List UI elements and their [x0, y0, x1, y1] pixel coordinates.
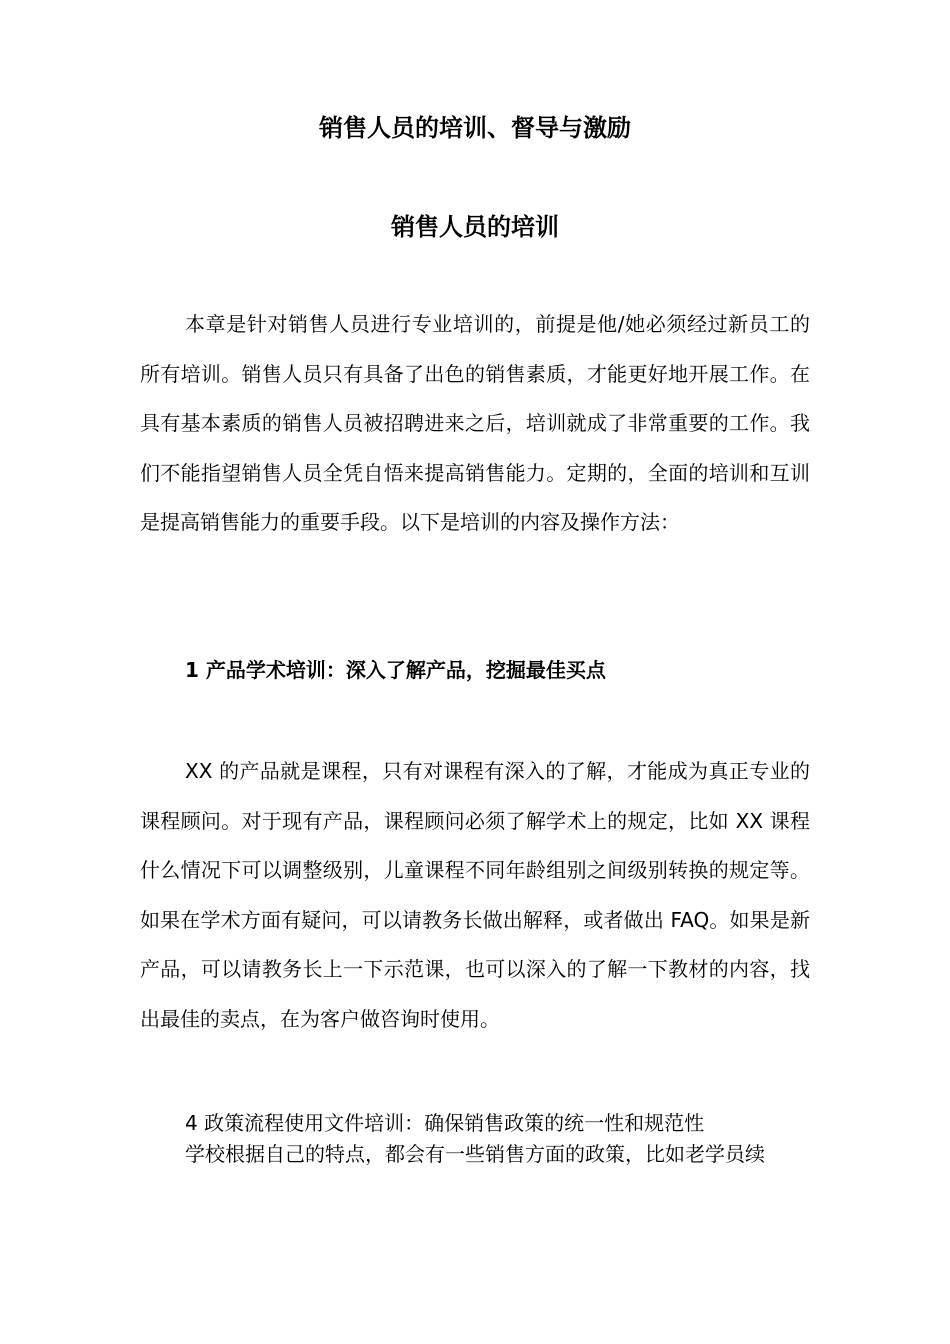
section1-heading: 1 产品学术培训：深入了解产品，挖掘最佳买点 [185, 658, 606, 682]
document-title: 销售人员的培训、督导与激励 [319, 114, 631, 142]
section-title: 销售人员的培训 [391, 213, 559, 241]
intro-paragraph: 本章是针对销售人员进行专业培训的，前提是他/她必须经过新员工的所有培训。销售人员只有具备了出色的销售素质，才能更好地开展工作。在具有基本素质的销售人员被招聘进来之后，培训就成了非常重要的工作。我们不能指望销售人员全凭自悟来提高销售能力。定期的，全面的培训和互训是提高销售能力的重要手段。以下是培训的内容及操作方法： [140, 312, 810, 535]
section4-heading: 4 政策流程使用文件培训：确保销售政策的统一性和规范性 [185, 1111, 705, 1135]
section4-paragraph: 学校根据自己的特点，都会有一些销售方面的政策，比如老学员续 [185, 1142, 765, 1166]
section1-paragraph: XX 的产品就是课程，只有对课程有深入的了解，才能成为真正专业的课程顾问。对于现有产品，课程顾问必须了解学术上的规定，比如 XX 课程什么情况下可以调整级别，儿童课程不同年龄组别之间级别转换的规定等。如果在学术方面有疑问，可以请教务长做出解释，或者做出 FAQ。如果是新产品，可以请教务长上一下示范课，也可以深入的了解一下教材的内容，找出最佳的卖点，在为客户做咨询时使用。 [140, 759, 810, 1031]
